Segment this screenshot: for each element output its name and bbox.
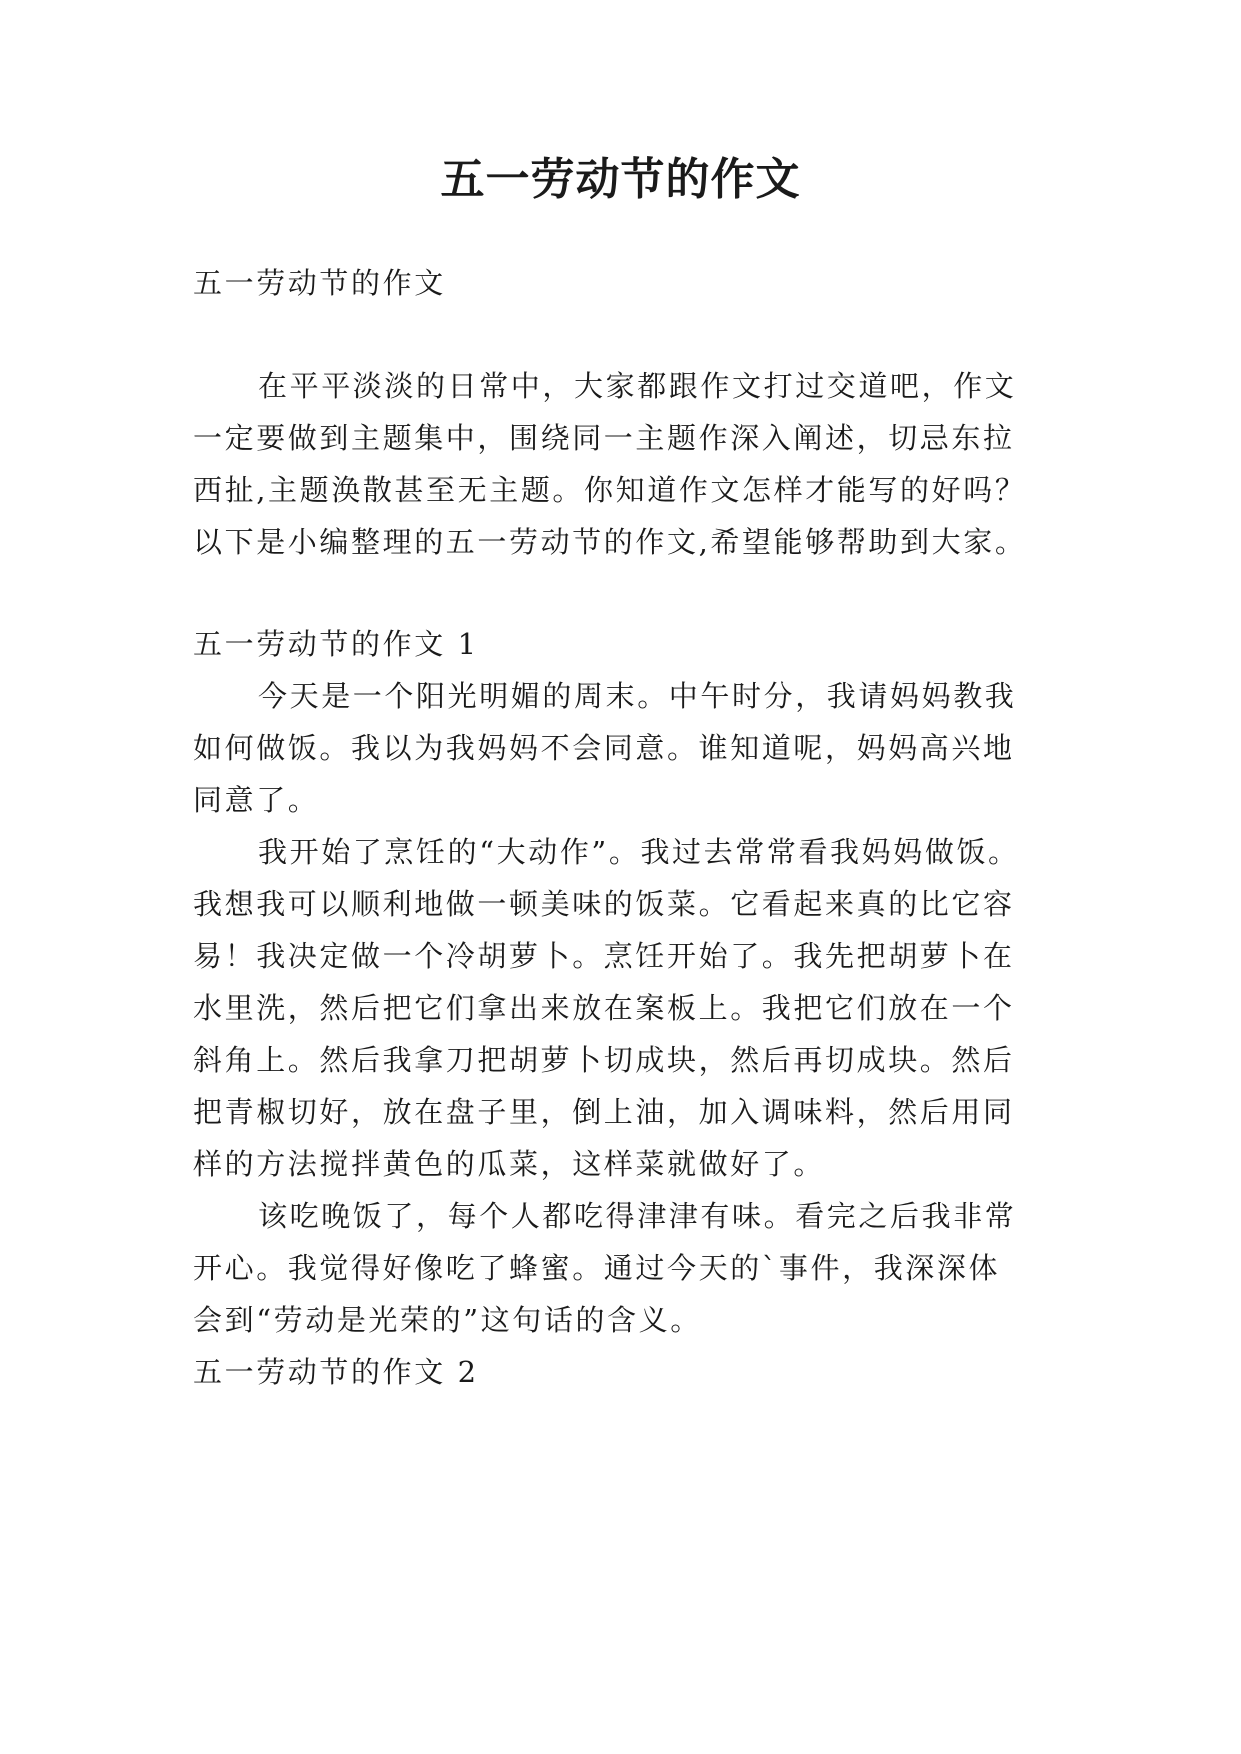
intro-line-2: 一定要做到主题集中，围绕同一主题作深入阐述，切忌东拉 bbox=[193, 421, 1015, 455]
intro-line-1: 在平平淡淡的日常中，大家都跟作文打过交道吧，作文 bbox=[258, 369, 1017, 403]
essay1-p2-line-3: 易！我决定做一个冷胡萝卜。烹饪开始了。我先把胡萝卜在 bbox=[193, 939, 1015, 973]
essay1-p2-line-7: 样的方法搅拌黄色的瓜菜，这样菜就做好了。 bbox=[193, 1147, 826, 1181]
intro-line-3: 西扯,主题涣散甚至无主题。你知道作文怎样才能写的好吗？ bbox=[193, 473, 1027, 507]
subtitle: 五一劳动节的作文 bbox=[193, 266, 446, 300]
essay2-heading: 五一劳动节的作文 2 bbox=[193, 1355, 479, 1389]
essay1-p1-line-2: 如何做饭。我以为我妈妈不会同意。谁知道呢，妈妈高兴地 bbox=[193, 731, 1015, 765]
essay1-p3-line-3: 会到“劳动是光荣的”这句话的含义。 bbox=[193, 1303, 702, 1337]
essay1-p3-line-1: 该吃晚饭了，每个人都吃得津津有味。看完之后我非常 bbox=[258, 1199, 1017, 1233]
essay1-p2-line-2: 我想我可以顺利地做一顿美味的饭菜。它看起来真的比它容 bbox=[193, 887, 1015, 921]
essay1-p1-line-3: 同意了。 bbox=[193, 783, 320, 817]
intro-line-4: 以下是小编整理的五一劳动节的作文,希望能够帮助到大家。 bbox=[193, 525, 1027, 559]
essay1-p2-line-5: 斜角上。然后我拿刀把胡萝卜切成块，然后再切成块。然后 bbox=[193, 1043, 1015, 1077]
essay1-p3-line-2: 开心。我觉得好像吃了蜂蜜。通过今天的`事件，我深深体 bbox=[193, 1251, 1001, 1285]
essay1-p1-line-1: 今天是一个阳光明媚的周末。中午时分，我请妈妈教我 bbox=[258, 679, 1017, 713]
essay1-p2-line-6: 把青椒切好，放在盘子里，倒上油，加入调味料，然后用同 bbox=[193, 1095, 1015, 1129]
page-title: 五一劳动节的作文 bbox=[440, 154, 801, 205]
essay1-heading: 五一劳动节的作文 1 bbox=[193, 627, 479, 661]
essay1-p2-line-1: 我开始了烹饪的“大动作”。我过去常常看我妈妈做饭。 bbox=[258, 835, 1020, 869]
essay1-p2-line-4: 水里洗，然后把它们拿出来放在案板上。我把它们放在一个 bbox=[193, 991, 1015, 1025]
